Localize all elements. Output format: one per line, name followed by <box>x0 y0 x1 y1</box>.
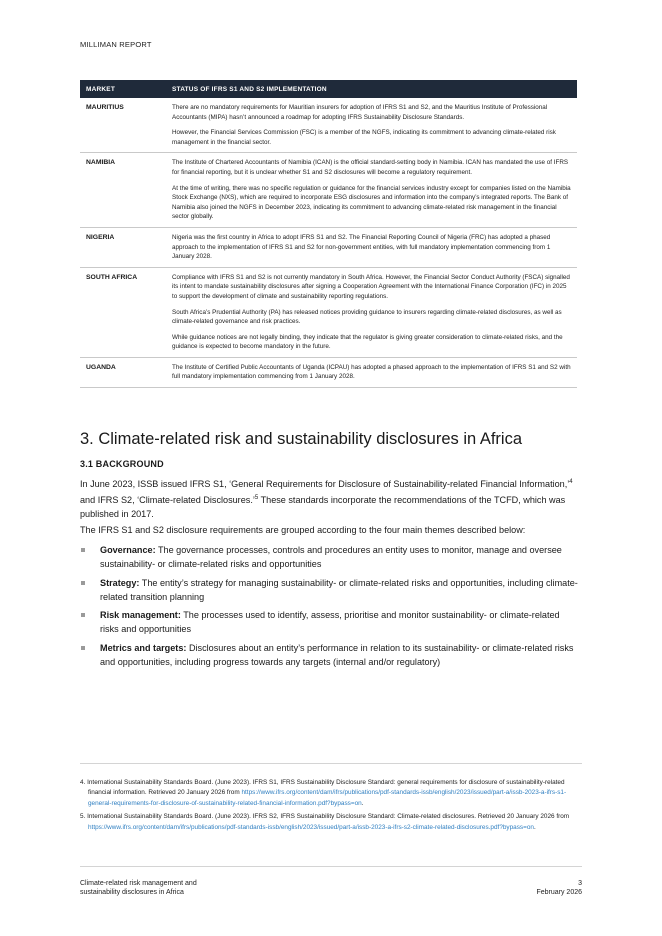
footnote-ref-4[interactable]: 4 <box>569 479 573 485</box>
list-item <box>80 576 580 604</box>
status-cell <box>166 153 577 228</box>
footnote-item <box>80 812 580 833</box>
status-paragraph: Nigeria was the first country in Africa to adopt IFRS S1 and S2. The Financial Reporting Council of Nigeria (FRC) has adopted a phased approach to the implementation of IFRS S1 and S2 for non-government entities, with full mandatory implementation commencing from 1 January 2028. <box>172 233 551 261</box>
status-paragraph: There are no mandatory requirements for Mauritian insurers for adoption of IFRS S1 and S2, and the Mauritius Institute of Professional Accountants (MIPA) hasn’t announced a roadmap for adopting IFRS Sustainability Disclosure Standards. <box>172 104 548 121</box>
footnote-item <box>80 778 580 809</box>
status-cell <box>166 267 577 357</box>
intro-text-part: In June 2023, ISSB issued IFRS S1, ‘General Requirements for Disclosure of Sustainability-related Financial Information,’ <box>80 479 570 490</box>
footer-divider <box>80 866 582 867</box>
footer-date: February 2026 <box>536 889 582 896</box>
bullet-marker <box>81 548 85 552</box>
intro-text-part: and IFRS S2, ‘Climate-related Disclosures.’ <box>80 495 255 506</box>
themes-list <box>80 543 580 673</box>
column-header-market: MARKET <box>80 80 166 98</box>
status-paragraph: However, the Financial Services Commission (FSC) is a member of the NGFS, indicating its commitment to advancing climate-related risk management in the financial sector. <box>172 129 556 146</box>
footer-report-title <box>80 879 197 897</box>
page-number: 3 <box>578 880 582 887</box>
market-cell: NIGERIA <box>80 227 166 267</box>
bullet-marker <box>81 581 85 585</box>
footnotes-list <box>80 778 580 836</box>
list-item <box>80 608 580 636</box>
footer-title-line: Climate-related risk management and <box>80 880 197 887</box>
table-header-row <box>80 80 577 98</box>
table-row <box>80 227 577 267</box>
bullet-text: The processes used to identify, assess, prioritise and monitor sustainability- or climate-related risks and opportunities <box>100 610 560 634</box>
footnotes-divider <box>80 763 582 764</box>
list-item <box>80 641 580 669</box>
status-paragraph: At the time of writing, there was no specific regulation or guidance for the financial services industry except for companies listed on the Namibia Stock Exchange (NXS), which are required to incorporate ESG disclosures and information into the company’s integrated reports. The Bank of Namibia also joined the NGFS in December 2023, indicating its commitment to advancing climate-related risk management in the financial sector globally. <box>172 184 571 221</box>
status-cell <box>166 357 577 387</box>
intro-text-part: These standards incorporate the recommendations of the TCFD, which was published in 2017. <box>80 495 566 520</box>
market-cell: MAURITIUS <box>80 98 166 153</box>
bullet-text: The governance processes, controls and procedures an entity uses to monitor, manage and oversee sustainability- or climate-related risks and opportunities <box>100 545 562 569</box>
footnote-ref-5[interactable]: 5 <box>254 495 259 502</box>
report-header-label: MILLIMAN REPORT <box>80 40 152 49</box>
ifrs-status-table <box>80 80 577 388</box>
bullet-term: Metrics and targets: <box>100 642 187 653</box>
status-paragraph: The Institute of Chartered Accountants of Namibia (ICAN) is the official standard-setting body in Namibia. ICAN has mandated the use of IFRS for financial reporting, but it is unclear whether S1 and S2 disclosures will become a regulatory requirement. <box>172 159 569 176</box>
market-cell: SOUTH AFRICA <box>80 267 166 357</box>
section-title: 3. Climate-related risk and sustainability disclosures in Africa <box>80 430 523 448</box>
status-paragraph: South Africa’s Prudential Authority (PA) has released notices providing guidance to insurers regarding climate-related disclosures, as well as climate-related governance and risk practices. <box>172 308 562 326</box>
status-paragraph: The Institute of Certified Public Accountants of Uganda (ICPAU) has adopted a phased approach to the implementation of IFRS S1 and S2 with full mandatory implementation commencing from 1 January 2028. <box>172 363 571 381</box>
bullet-marker <box>81 613 85 617</box>
bullet-term: Risk management: <box>100 610 181 620</box>
footnote-text: 4. International Sustainability Standards Board. (June 2023). IFRS S1, IFRS Sustainability Disclosure Standard: general requirements for disclosure of sustainability-related financial information. Retrieved 20 January 2026 from <box>80 779 565 797</box>
footnote-end: . <box>361 799 364 807</box>
footnote-text: 5. International Sustainability Standards Board. (June 2023). IFRS S2, IFRS Sustainability Disclosure Standard: Climate-related disclosures. Retrieved 20 January 2026 from <box>80 813 570 821</box>
footer-page-info <box>536 879 582 897</box>
status-cell <box>166 98 577 153</box>
list-item <box>80 543 580 571</box>
bullet-term: Strategy: <box>100 577 140 588</box>
table-row <box>80 357 577 387</box>
column-header-status: STATUS OF IFRS S1 AND S2 IMPLEMENTATION <box>166 80 577 98</box>
table-row <box>80 98 577 153</box>
footnote-end: . <box>533 823 536 831</box>
subsection-heading: 3.1 BACKGROUND <box>80 459 164 469</box>
table-row <box>80 153 577 228</box>
bullet-text: The entity’s strategy for managing sustainability- or climate-related risks and opportunities, including climate-related transition planning <box>100 577 578 602</box>
bullet-text: Disclosures about an entity’s performance in relation to its sustainability- or climate-related risks and opportunities, including progress towards any targets (internal and/or regulatory) <box>100 642 574 667</box>
intro-paragraph <box>80 475 580 521</box>
footnote-link[interactable]: https://www.ifrs.org/content/dam/ifrs/publications/pdf-standards-issb/english/2023/issued/part-a/issb-2023-a-ifrs-s2-climate-related-disclosures.pdf?bypass=on <box>88 823 534 831</box>
status-paragraph: While guidance notices are not legally binding, they indicate that the regulator is giving greater consideration to climate-related risks, and the guidance is expected to become mandatory in the future. <box>172 333 563 351</box>
themes-intro-paragraph: The IFRS S1 and S2 disclosure requirements are grouped according to the four main themes described below: <box>80 525 526 535</box>
status-cell <box>166 227 577 267</box>
footnote-link[interactable]: https://www.ifrs.org/content/dam/ifrs/publications/pdf-standards-issb/english/2023/issued/part-a/issb-2023-a-ifrs-s1-general-requirements-for-disclosure-of-sustainability-related-financial-information.pdf?bypass=on <box>88 789 567 807</box>
market-cell: NAMIBIA <box>80 153 166 228</box>
bullet-term: Governance: <box>100 545 156 555</box>
footer-title-line: sustainability disclosures in Africa <box>80 889 184 896</box>
table-row <box>80 267 577 357</box>
status-paragraph: Compliance with IFRS S1 and S2 is not currently mandatory in South Africa. However, the Financial Sector Conduct Authority (FSCA) signalled its intent to mandate sustainability disclosures after signing a Cooperation Agreement with the International Finance Corporation (IFC) in 2025 to support the development of climate and sustainability reporting regulations. <box>172 273 570 300</box>
market-cell: UGANDA <box>80 357 166 387</box>
bullet-marker <box>81 646 85 650</box>
